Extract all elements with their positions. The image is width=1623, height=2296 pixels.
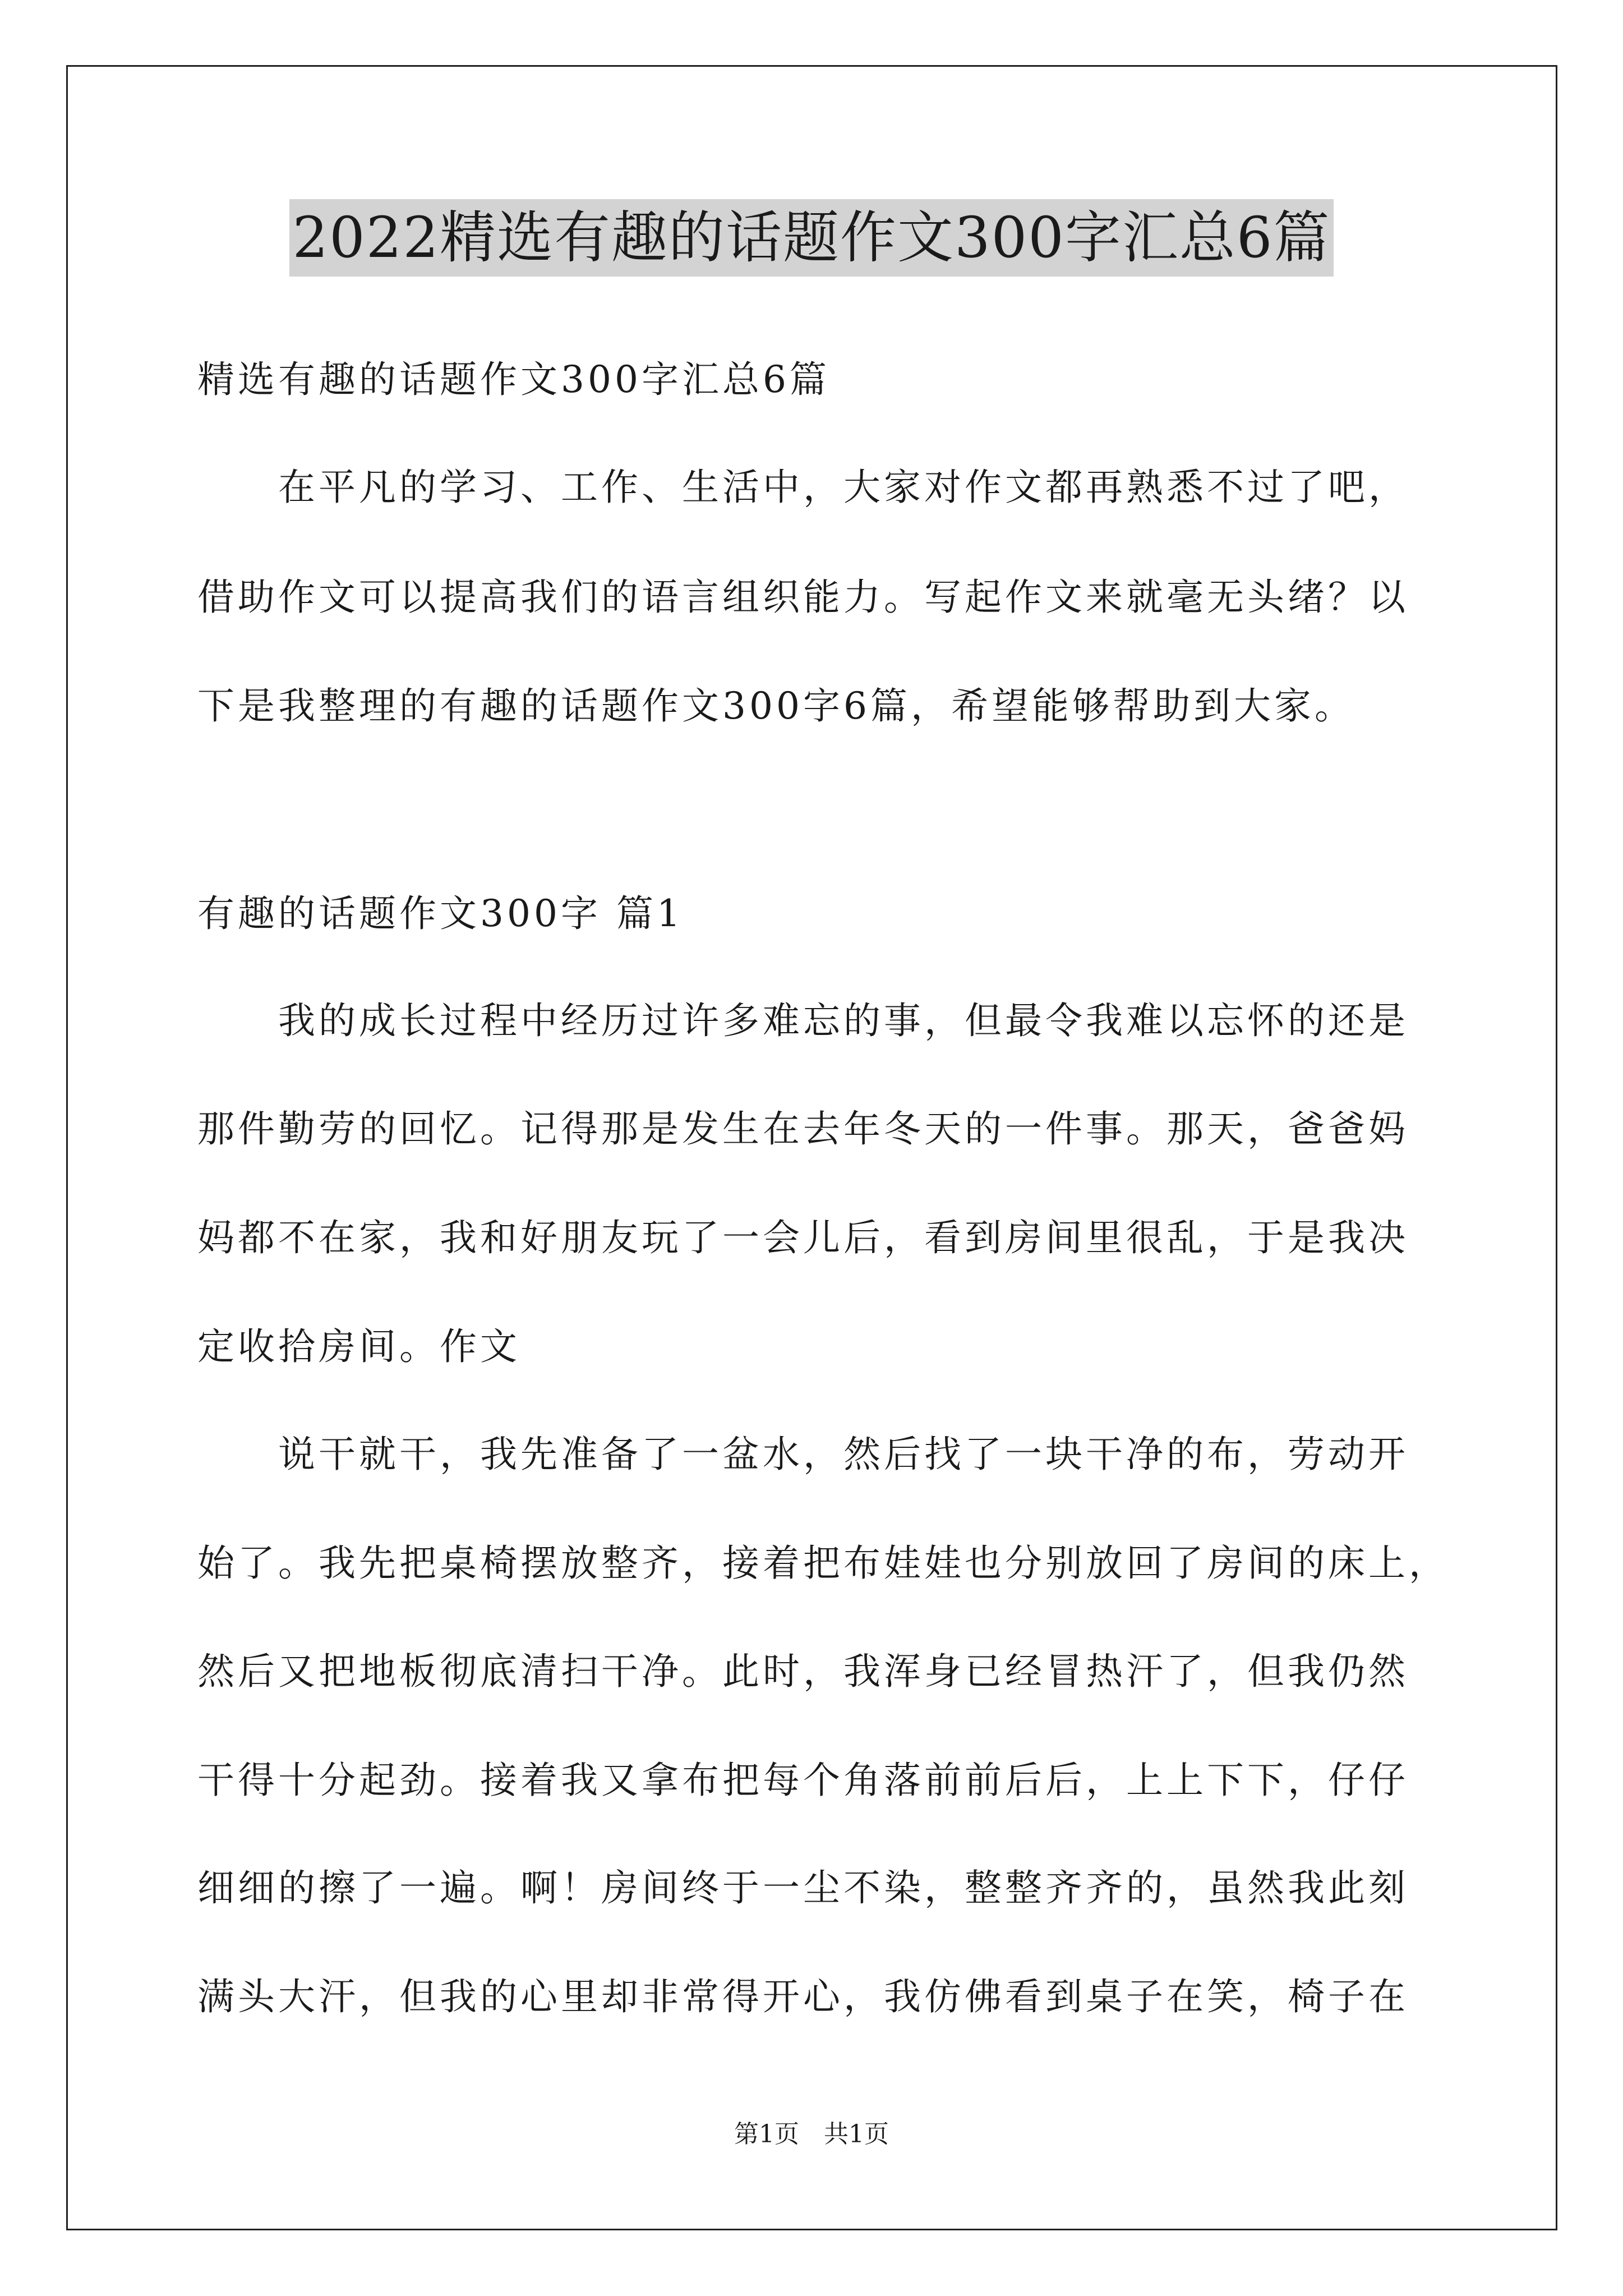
- section-heading: 有趣的话题作文300字 篇1: [197, 892, 684, 935]
- paragraph2-line-1: 说干就干，我先准备了一盆水，然后找了一块干净的布，劳动开: [278, 1433, 1409, 1476]
- paragraph1-line-1: 我的成长过程中经历过许多难忘的事，但最令我难以忘怀的还是: [278, 999, 1409, 1042]
- intro-line-3: 下是我整理的有趣的话题作文300字6篇，希望能够帮助到大家。: [197, 684, 1355, 728]
- paragraph1-line-4: 定收拾房间。作文: [197, 1325, 520, 1368]
- paragraph2-line-5: 细细的擦了一遍。啊！房间终于一尘不染，整整齐齐的，虽然我此刻: [197, 1866, 1409, 1910]
- paragraph2-line-3: 然后又把地板彻底清扫干净。此时，我浑身已经冒热汗了，但我仍然: [197, 1650, 1409, 1693]
- intro-line-2: 借助作文可以提高我们的语言组织能力。写起作文来就毫无头绪？以: [197, 576, 1409, 619]
- intro-line-1: 在平凡的学习、工作、生活中，大家对作文都再熟悉不过了吧，: [278, 466, 1409, 509]
- paragraph2-line-6: 满头大汗，但我的心里却非常得开心，我仿佛看到桌子在笑，椅子在: [197, 1975, 1409, 2018]
- paragraph2-line-2: 始了。我先把桌椅摆放整齐，接着把布娃娃也分别放回了房间的床上，: [197, 1542, 1449, 1585]
- document-subtitle: 精选有趣的话题作文300字汇总6篇: [197, 358, 830, 401]
- paragraph1-line-2: 那件勤劳的回忆。记得那是发生在去年冬天的一件事。那天，爸爸妈: [197, 1107, 1409, 1151]
- page-footer: 第1页 共1页: [734, 2120, 889, 2148]
- paragraph1-line-3: 妈都不在家，我和好朋友玩了一会儿后，看到房间里很乱，于是我决: [197, 1216, 1409, 1259]
- document-title: 2022精选有趣的话题作文300字汇总6篇: [289, 199, 1334, 277]
- paragraph2-line-4: 干得十分起劲。接着我又拿布把每个角落前前后后，上上下下，仔仔: [197, 1759, 1409, 1802]
- title-container: [0, 199, 1623, 277]
